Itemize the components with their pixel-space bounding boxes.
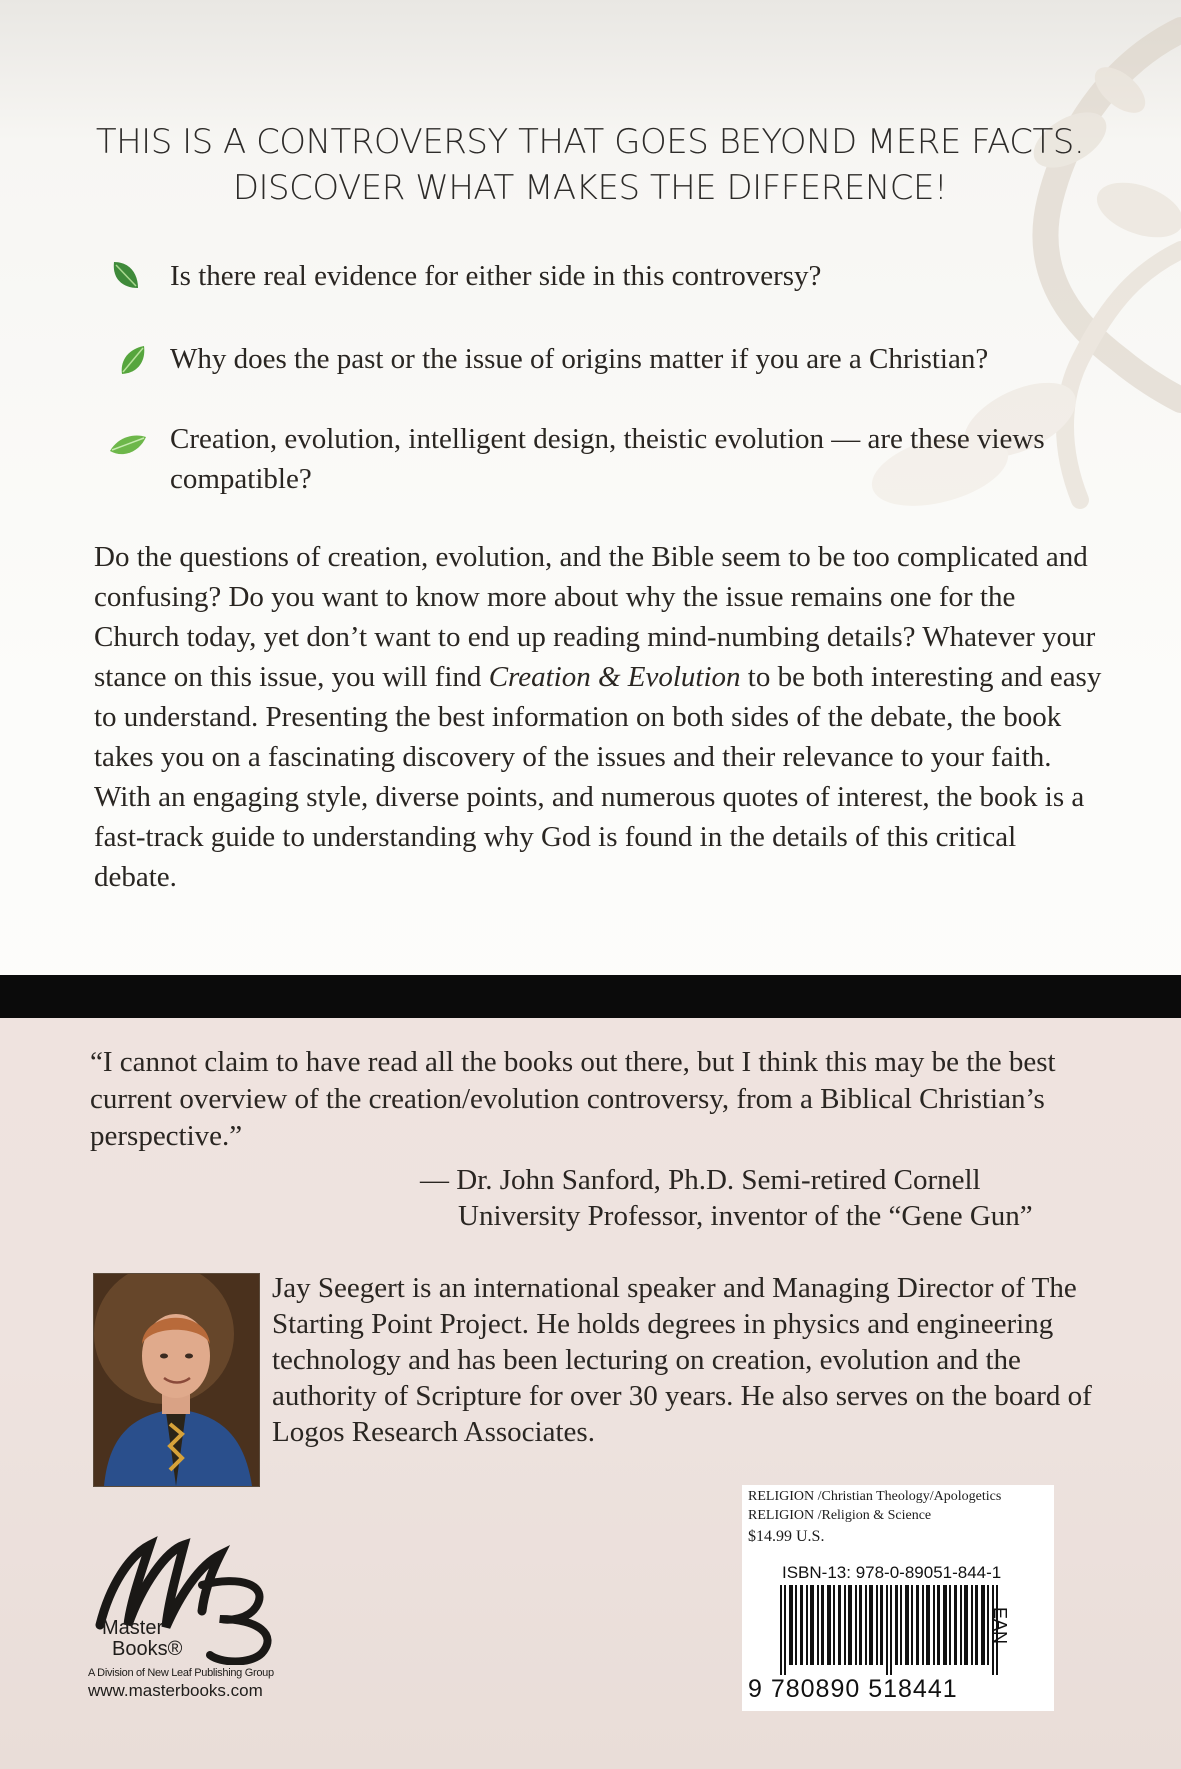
bullet-text: Why does the past or the issue of origins matter if you are a Christian? [170, 343, 989, 375]
author-photo [93, 1273, 260, 1487]
book-description [94, 537, 1104, 897]
attribution-line: University Professor, inventor of the “Gene Gun” [458, 1200, 1033, 1232]
publisher-url[interactable]: www.masterbooks.com [88, 1681, 263, 1700]
barcode-block [742, 1485, 1054, 1711]
description-part: Do the questions of creation, evolution, and the Bible seem to be too complicated and confusing? Do you want to know more about why the issue remains one for the Church today, yet don’t want to end up reading mind-numbing details? Whatever your stance on this issue, you will find [94, 541, 1096, 693]
publisher-name: Master [102, 1617, 164, 1639]
barcode-digits: 9 780890 518441 [748, 1675, 958, 1703]
description-part: to be both interesting and easy to understand. Presenting the best information on both sides of the debate, the book takes you on a fascinating discovery of the issues and their relevance to your faith. With an engaging style, diverse points, and numerous quotes of interest, the book is a fast-track guide to understanding why God is found in the details of this critical debate. [94, 661, 1102, 893]
publisher-logo [80, 1515, 290, 1755]
publisher-name: Books® [112, 1638, 183, 1660]
bullet-text: Creation, evolution, intelligent design, theistic evolution — are these views compatible? [170, 423, 1045, 495]
leaf-icon [108, 258, 142, 292]
headline-line-2: DISCOVER WHAT MAKES THE DIFFERENCE! [232, 168, 948, 208]
bisac-category: RELIGION /Christian Theology/Apologetics [748, 1489, 1002, 1504]
author-bio: Jay Seegert is an international speaker and Managing Director of The Starting Point Project. He holds degrees in physics and engineering technology and has been lecturing on creation, evolution and the authority of Scripture for over 30 years. He also serves on the board of Logos Research Associates. [272, 1272, 1092, 1448]
ean-label: EAN [990, 1607, 1010, 1645]
publisher-division: A Division of New Leaf Publishing Group [88, 1667, 274, 1679]
book-title: Creation & Evolution [488, 661, 741, 693]
leaf-icon [108, 429, 148, 463]
bullet-text: Is there real evidence for either side in this controversy? [170, 260, 822, 292]
author-portrait [94, 1274, 259, 1486]
endorsement-quote: “I cannot claim to have read all the books out there, but I think this may be the best current overview of the creation/evolution controversy, from a Biblical Christian’s perspective.” [90, 1046, 1056, 1152]
headline-line-1: THIS IS A CONTROVERSY THAT GOES BEYOND MERE FACTS. [95, 122, 1085, 162]
attribution-line: — Dr. John Sanford, Ph.D. Semi-retired Cornell [420, 1164, 981, 1196]
bisac-category: RELIGION /Religion & Science [748, 1508, 932, 1523]
leaf-icon [116, 343, 150, 377]
isbn: ISBN-13: 978-0-89051-844-1 [782, 1563, 1002, 1582]
barcode-icon [780, 1585, 1002, 1675]
endorsement-attribution [420, 1162, 1120, 1234]
divider-band [0, 975, 1181, 1020]
price: $14.99 U.S. [748, 1528, 825, 1545]
